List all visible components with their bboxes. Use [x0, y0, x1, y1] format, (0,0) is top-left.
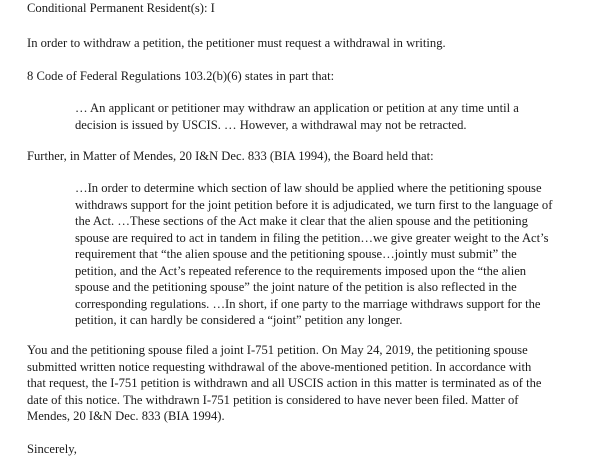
sign-off [27, 441, 585, 458]
withdraw-paragraph [27, 35, 585, 52]
cfr-intro-text: 8 Code of Federal Regulations 103.2(b)(6) states in part that: [27, 69, 335, 83]
mendes-quote-line: spouse and the petitioning spouse” the joint nature of the petition is also reflected in the [75, 280, 517, 294]
closing-line: You and the petitioning spouse filed a joint I-751 petition. On May 24, 2019, the petitioning spouse [27, 343, 528, 357]
sign-off-text: Sincerely, [27, 442, 77, 456]
closing-line: date of this notice. The withdrawn I-751 petition is considered to have never been filed. Matter of [27, 392, 519, 407]
mendes-quote-line: petition, it can hardly be considered a “joint” petition any longer. [75, 313, 403, 327]
withdraw-text: In order to withdraw a petition, the petitioner must request a withdrawal in writing. [27, 36, 446, 50]
mendes-intro-paragraph [27, 148, 585, 165]
closing-line: Mendes, 20 I&N Dec. 833 (BIA 1994). [27, 409, 225, 423]
mendes-quote [75, 180, 585, 329]
mendes-quote-line: petition, and the Act’s repeated reference to the requirements imposed upon the “the alien [75, 263, 527, 278]
cfr-quote-line: … An applicant or petitioner may withdraw an application or petition at any time until a [75, 101, 519, 115]
mendes-quote-line: the Act. …These sections of the Act make it clear that the alien spouse and the petitioning [75, 214, 528, 228]
header-line [27, 0, 585, 17]
cfr-quote [75, 100, 585, 133]
closing-line: that request, the I-751 petition is withdrawn and all USCIS action in this matter is terminated as of the [27, 376, 542, 390]
closing-paragraph [27, 342, 585, 425]
mendes-quote-line: withdraws support for the joint petition before it is adjudicated, we turn first to the language of [75, 197, 553, 212]
mendes-quote-line: requirement that “the alien spouse and the petitioning spouse…jointly must submit” the [75, 247, 517, 261]
cfr-intro-paragraph [27, 68, 585, 85]
cfr-quote-line: decision is issued by USCIS. … However, a withdrawal may not be retracted. [75, 117, 467, 132]
closing-line: submitted written notice requesting withdrawal of the above-mentioned petition. In accordance with [27, 359, 532, 374]
mendes-quote-line: corresponding regulations. …In short, if one party to the marriage withdraws support for the [75, 296, 541, 311]
mendes-intro-text: Further, in Matter of Mendes, 20 I&N Dec. 833 (BIA 1994), the Board held that: [27, 149, 434, 163]
mendes-quote-line: …In order to determine which section of law should be applied where the petitioning spouse [75, 181, 542, 195]
mendes-quote-line: spouse are required to act in tandem in filing the petition…we give greater weight to the Act’s [75, 230, 549, 245]
header-text: Conditional Permanent Resident(s): I [27, 1, 215, 15]
